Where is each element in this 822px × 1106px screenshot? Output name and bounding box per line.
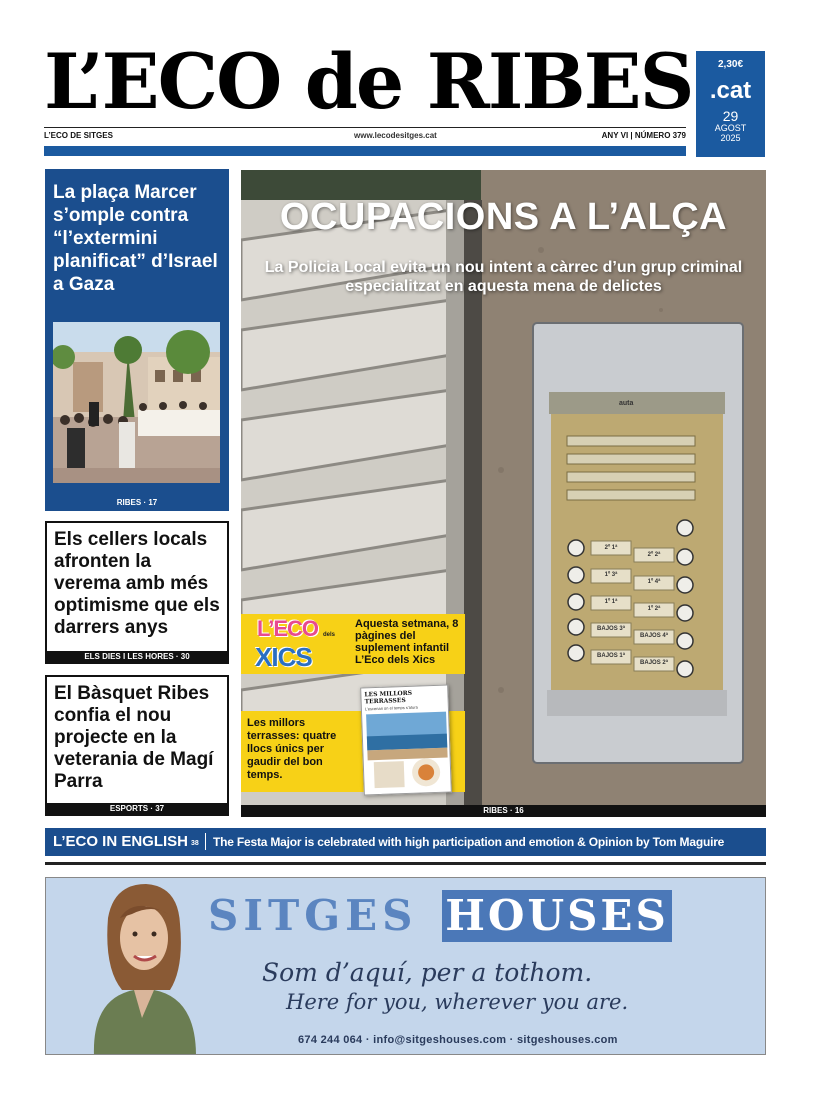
masthead-title: L’ECO de RIBES bbox=[44, 37, 693, 126]
intercom-label: BAJOS 2ª bbox=[640, 660, 668, 666]
slogan-catalan: Som d’aquí, per a tothom. bbox=[262, 958, 593, 987]
intercom-label: BAJOS 3ª bbox=[597, 626, 625, 632]
xics-supplement-promo[interactable] bbox=[241, 614, 465, 674]
xics-promo-text: Aquesta setmana, 8 pàgines del suplement infantil L’Eco dels Xics bbox=[355, 618, 459, 666]
intercom-label: 1º 2ª bbox=[647, 606, 661, 612]
intercom-label: 2º 2ª bbox=[647, 552, 661, 558]
sister-paper: L’ECO DE SITGES bbox=[44, 131, 113, 140]
brand-houses: HOUSES bbox=[442, 890, 672, 942]
english-teaser: The Festa Major is celebrated with high participation and emotion & Opinion by Tom Maguire bbox=[213, 835, 725, 849]
intercom-label: 1º 1ª bbox=[604, 599, 618, 605]
story-section: ELS DIES I LES HORES · 30 bbox=[47, 651, 227, 662]
intercom-label: BAJOS 1ª bbox=[597, 653, 625, 659]
cover-photo bbox=[362, 709, 452, 792]
story-israel[interactable] bbox=[45, 169, 229, 511]
intercom-labels-left bbox=[591, 541, 631, 676]
intercom-brand: auta bbox=[619, 400, 634, 407]
story-cellers[interactable] bbox=[45, 521, 229, 664]
story-headline: La plaça Marcer s’omple contra “l’extermini planificat” d’Israel a Gaza bbox=[53, 182, 218, 295]
english-label: L’ECO IN ENGLISH bbox=[53, 833, 189, 850]
bottom-divider bbox=[45, 862, 766, 865]
cover-title: LES MILLORS TERRASSES bbox=[364, 689, 413, 706]
terrasses-promo-text: Les millors terrasses: quatre llocs únics per gaudir del bon temps. bbox=[247, 717, 337, 781]
intercom-labels-right bbox=[634, 548, 674, 683]
website-link[interactable]: www.lecodesitges.cat bbox=[354, 131, 437, 140]
separator bbox=[205, 833, 206, 850]
terrasses-cover-thumbnail[interactable] bbox=[360, 684, 452, 795]
intercom-label: BAJOS 4ª bbox=[640, 633, 668, 639]
main-headline: OCUPACIONS A L’ALÇA bbox=[279, 196, 728, 238]
story-headline: El Bàsquet Ribes confia el nou projecte en la veterania de Magí Parra bbox=[54, 683, 214, 792]
masthead-divider bbox=[44, 146, 686, 156]
eco-in-english-bar[interactable] bbox=[45, 828, 766, 856]
xics-logo-line1: L’ECO bbox=[257, 616, 319, 641]
story-headline: Els cellers locals afronten la verema amb més optimisme que els darrers anys bbox=[54, 529, 220, 638]
brand-sitges: SITGES bbox=[208, 891, 418, 940]
date-day: 29 bbox=[722, 108, 739, 124]
agent-portrait bbox=[74, 878, 212, 1055]
slogan-english: Here for you, wherever you are. bbox=[286, 990, 629, 1014]
xics-logo-line2: XICS bbox=[255, 642, 312, 672]
main-subtitle: La Policia Local evita un nou intent a càrrec d’un grup criminal especialitzat en aquesta mena de delictes bbox=[264, 259, 743, 295]
sitges-houses-ad[interactable] bbox=[45, 877, 766, 1055]
english-page: 38 bbox=[191, 840, 199, 847]
ad-contact-line[interactable]: 674 244 064 · info@sitgeshouses.com · sitgeshouses.com bbox=[298, 1034, 618, 1046]
cover-subtitle: L’escenari on el temps s’atura bbox=[364, 704, 418, 712]
price: 2,30€ bbox=[717, 59, 744, 70]
story-section: RIBES · 17 bbox=[116, 498, 158, 507]
domain-label: .cat bbox=[709, 77, 752, 104]
intercom-label: 2º 1ª bbox=[604, 545, 618, 551]
price-date-box bbox=[696, 51, 765, 157]
intercom-label: 1º 4ª bbox=[647, 579, 661, 585]
main-story-section: RIBES · 16 bbox=[241, 805, 766, 817]
story-section: ESPORTS · 37 bbox=[47, 803, 227, 814]
date-month: AGOST bbox=[714, 123, 747, 133]
intercom-label: 1º 3ª bbox=[604, 572, 618, 578]
main-story[interactable] bbox=[241, 170, 766, 817]
issue-number: ANY VI | NÚMERO 379 bbox=[601, 131, 686, 140]
demonstration-photo bbox=[53, 322, 220, 483]
masthead-meta-bar bbox=[44, 127, 686, 143]
eco-xics-logo bbox=[245, 616, 349, 678]
date-year: 2025 bbox=[720, 133, 741, 143]
xics-logo-small: dels bbox=[323, 632, 336, 638]
story-basquet[interactable] bbox=[45, 675, 229, 816]
